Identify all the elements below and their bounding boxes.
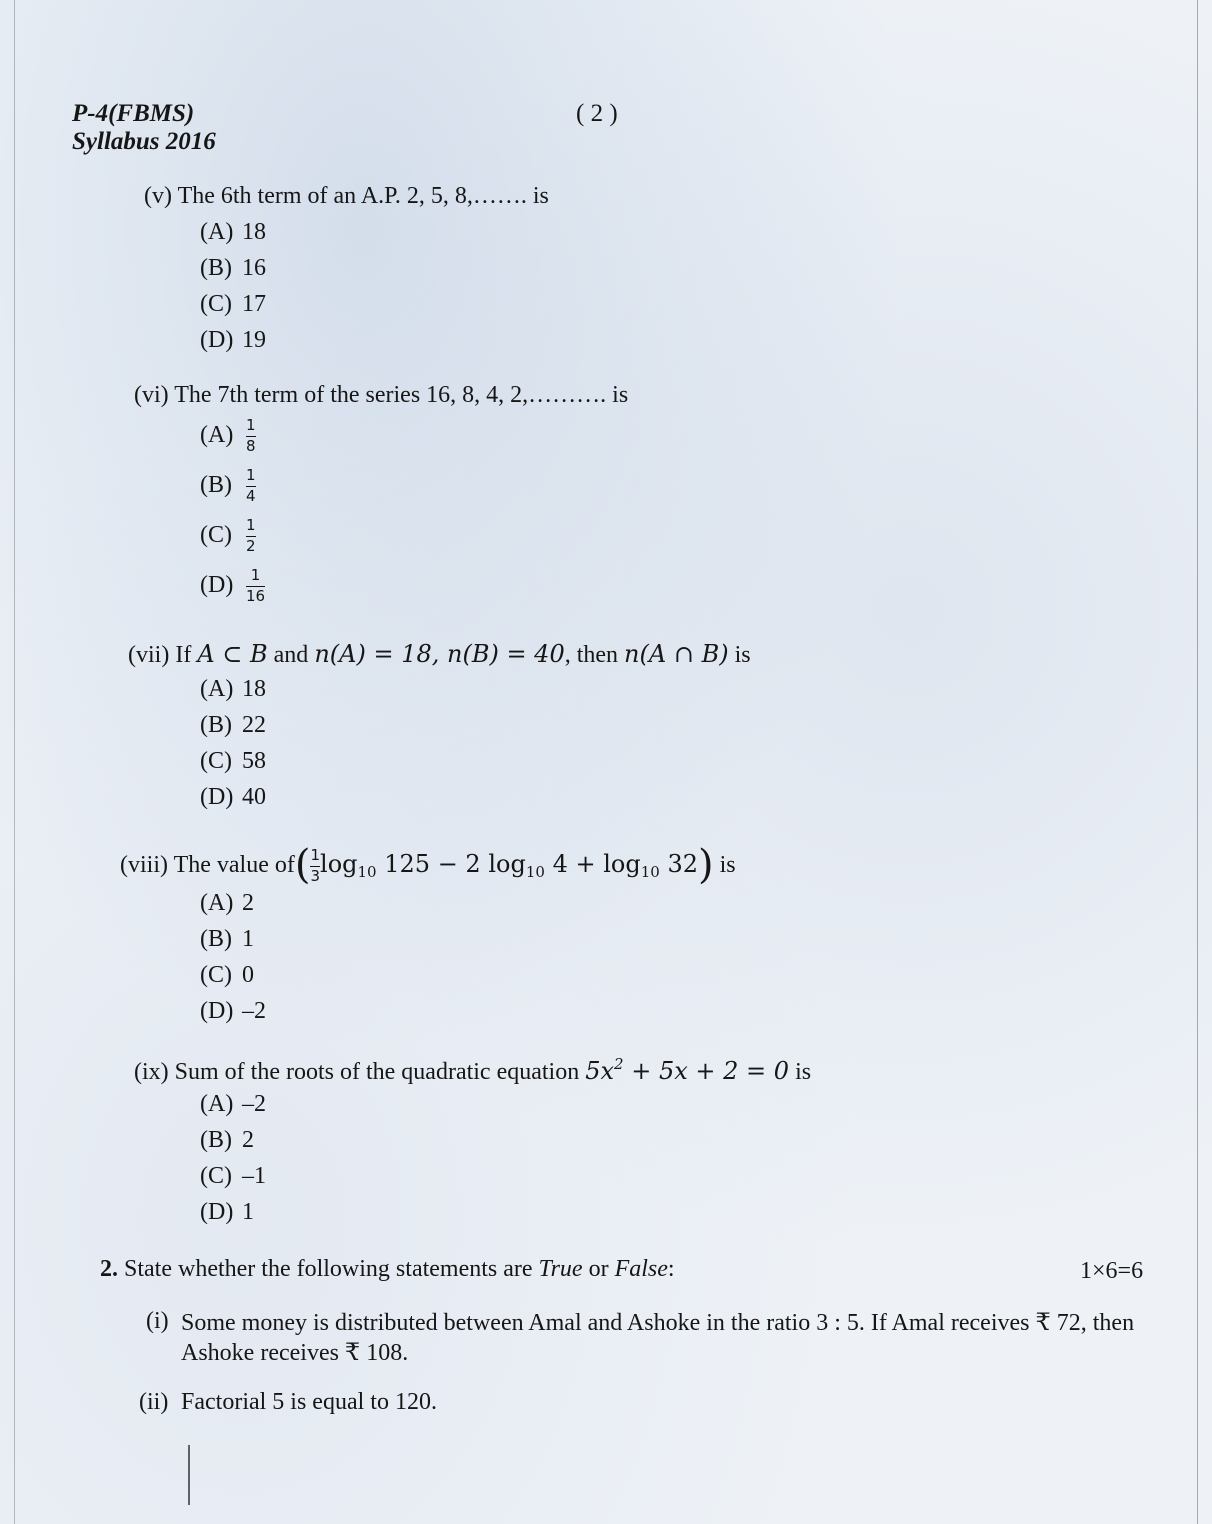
page-edge-right bbox=[1197, 0, 1198, 1524]
log-1: $\log_{10} 125 - 2$ $\log_{10} 4 + \log_{10} 32$ bbox=[320, 850, 699, 881]
option-b bbox=[200, 712, 266, 739]
stem-suffix: is bbox=[795, 1059, 812, 1085]
option-value: 1 bbox=[242, 926, 254, 952]
option-c bbox=[200, 962, 254, 989]
option-c bbox=[200, 518, 256, 555]
option-label: (B) bbox=[200, 471, 232, 498]
option-a bbox=[200, 1091, 266, 1118]
option-label: (B) bbox=[200, 255, 232, 281]
option-d bbox=[200, 327, 266, 354]
math-intersection: n(A ∩ B) bbox=[624, 640, 729, 668]
math-cardinalities: n(A) = 18, n(B) = 40 bbox=[314, 640, 565, 668]
denominator: 4 bbox=[246, 486, 256, 505]
question-number: (vi) bbox=[134, 382, 169, 408]
option-d bbox=[200, 1199, 254, 1226]
numerator: 1 bbox=[250, 566, 261, 584]
question-number: (ix) bbox=[134, 1059, 169, 1085]
denominator: 16 bbox=[246, 586, 266, 605]
colon: : bbox=[667, 1256, 675, 1282]
section-2-instruction bbox=[100, 1256, 675, 1283]
option-label: (D) bbox=[200, 327, 234, 353]
option-label: (A) bbox=[200, 890, 234, 916]
option-b bbox=[200, 926, 254, 953]
option-label: (A) bbox=[200, 1091, 234, 1117]
stem-prefix: If bbox=[175, 642, 192, 668]
option-value: 19 bbox=[242, 327, 266, 353]
option-label: (D) bbox=[200, 998, 234, 1024]
fraction bbox=[246, 568, 265, 605]
option-value: 40 bbox=[242, 784, 266, 810]
option-value: 18 bbox=[242, 219, 266, 245]
option-b bbox=[200, 255, 266, 282]
question-vii bbox=[128, 640, 751, 669]
option-label: (C) bbox=[200, 1163, 232, 1189]
left-paren: ( bbox=[294, 842, 311, 888]
numerator: 1 bbox=[246, 416, 256, 434]
option-label: (B) bbox=[200, 1127, 232, 1153]
stem-suffix: is bbox=[719, 852, 736, 878]
option-label: (C) bbox=[200, 962, 232, 988]
option-label: (A) bbox=[200, 421, 234, 448]
option-b bbox=[200, 468, 256, 505]
stem-mid2: , then bbox=[564, 642, 619, 668]
option-d bbox=[200, 568, 265, 605]
false-word: False bbox=[614, 1256, 668, 1282]
fraction bbox=[246, 468, 256, 505]
option-a bbox=[200, 219, 266, 246]
option-c bbox=[200, 291, 266, 318]
option-d bbox=[200, 784, 266, 811]
true-word: True bbox=[538, 1256, 583, 1282]
option-a bbox=[200, 890, 254, 917]
option-value: 0 bbox=[242, 962, 254, 988]
option-value: 1 bbox=[242, 1199, 254, 1225]
paper-code: P-4(FBMS) bbox=[72, 100, 195, 127]
option-label: (B) bbox=[200, 926, 232, 952]
question-v bbox=[144, 183, 549, 210]
option-value: –2 bbox=[242, 998, 266, 1024]
option-value: 18 bbox=[242, 676, 266, 702]
option-label: (C) bbox=[200, 291, 232, 317]
question-viii bbox=[120, 842, 736, 888]
numerator: 1 bbox=[246, 466, 256, 484]
math-subset: A ⊂ B bbox=[197, 640, 268, 668]
option-value: –2 bbox=[242, 1091, 266, 1117]
option-label: (D) bbox=[200, 784, 234, 810]
denominator: 3 bbox=[310, 866, 321, 885]
section-number: 2. bbox=[100, 1256, 118, 1282]
statement-text: Factorial 5 is equal to 120. bbox=[181, 1389, 437, 1415]
right-paren: ) bbox=[698, 842, 714, 888]
syllabus-label: Syllabus 2016 bbox=[72, 128, 216, 155]
option-label: (D) bbox=[200, 571, 234, 598]
fraction-one-third bbox=[310, 848, 320, 885]
option-label: (D) bbox=[200, 1199, 234, 1225]
statement-number: (ii) bbox=[139, 1389, 169, 1415]
question-vi bbox=[134, 382, 628, 409]
option-label: (A) bbox=[200, 676, 234, 702]
option-label: (C) bbox=[200, 748, 232, 774]
option-value: 2 bbox=[242, 1127, 254, 1153]
or-word: or bbox=[588, 1256, 609, 1282]
option-label: (A) bbox=[200, 219, 234, 245]
option-value: –1 bbox=[242, 1163, 266, 1189]
stem-prefix: The value of bbox=[173, 852, 295, 878]
question-ix bbox=[134, 1055, 811, 1086]
option-label: (B) bbox=[200, 712, 232, 738]
stem-prefix: Sum of the roots of the quadratic equation bbox=[174, 1059, 580, 1085]
option-value: 2 bbox=[242, 890, 254, 916]
denominator: 2 bbox=[246, 536, 256, 555]
question-number: (vii) bbox=[128, 642, 170, 668]
option-value: 16 bbox=[242, 255, 266, 281]
stem-mid: and bbox=[273, 642, 309, 668]
quadratic-equation: $5x^2 + 5x + 2 = 0$ bbox=[585, 1055, 790, 1085]
denominator: 8 bbox=[246, 436, 256, 455]
option-a bbox=[200, 418, 256, 455]
option-label: (C) bbox=[200, 521, 232, 548]
pencil-mark bbox=[188, 1445, 190, 1505]
numerator: 1 bbox=[310, 846, 321, 865]
page-edge-left bbox=[14, 0, 15, 1524]
option-c bbox=[200, 748, 266, 775]
fraction bbox=[246, 418, 256, 455]
numerator: 1 bbox=[246, 516, 256, 534]
statement-text: Some money is distributed between Amal and Ashoke in the ratio 3 : 5. If Amal receives ₹ 72, then Ashoke receives ₹ 108. bbox=[181, 1310, 1135, 1366]
statement-number: (i) bbox=[146, 1308, 169, 1334]
option-d bbox=[200, 998, 266, 1025]
marks-allocation: 1×6=6 bbox=[1080, 1258, 1144, 1284]
question-stem: The 7th term of the series 16, 8, 4, 2,………. is bbox=[174, 382, 629, 408]
option-a bbox=[200, 676, 266, 703]
page-number: ( 2 ) bbox=[576, 100, 618, 127]
option-value: 22 bbox=[242, 712, 266, 738]
fraction bbox=[246, 518, 256, 555]
question-number: (v) bbox=[144, 183, 172, 209]
option-value: 17 bbox=[242, 291, 266, 317]
question-stem: The 6th term of an A.P. 2, 5, 8,……. is bbox=[177, 183, 549, 209]
option-b bbox=[200, 1127, 254, 1154]
option-c bbox=[200, 1163, 266, 1190]
question-number: (viii) bbox=[120, 852, 168, 878]
option-value: 58 bbox=[242, 748, 266, 774]
stem-suffix: is bbox=[734, 642, 751, 668]
instruction-text: State whether the following statements are bbox=[124, 1256, 533, 1282]
